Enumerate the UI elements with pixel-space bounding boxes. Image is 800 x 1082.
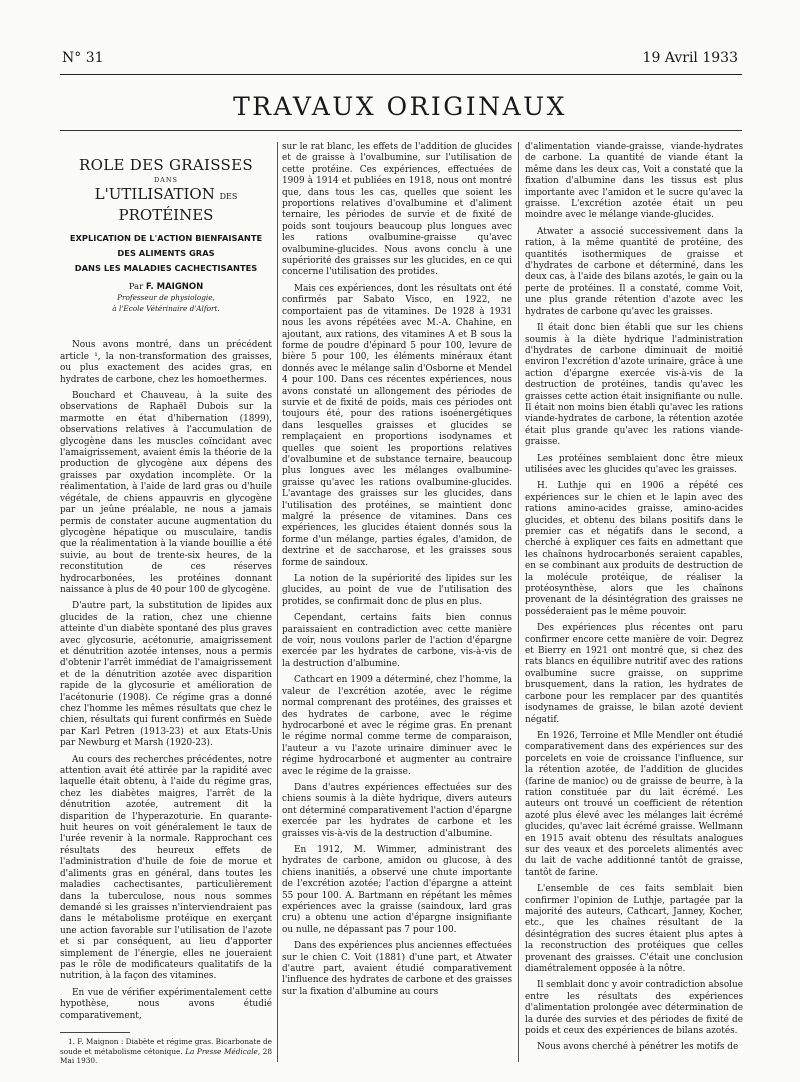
footnote-date: , 28 Mai 1930. [60, 1046, 272, 1066]
paragraph: sur le rat blanc, les effets de l'addition de glucides et de graisse à l'ovalbumine, sur l'utilisation de cette protéine. Ces expériences, effectuées de 1909 à 1914 et publiées en 1918, nous ont montré que, dans tous les cas, quelles que soient les proportions relatives d'ovalbumine et d'aliment ternaire, les périodes de survie et de fixité de poids sont toujours beaucoup plus longues avec les rations ovalbumine-graisse qu'avec ovalbumine-glucides. Nous avons conclu à une supériorité des graisses sur les glucides, en ce qui concerne l'utilisation des protides. [282, 142, 512, 278]
paragraph: Les protéines semblaient donc être mieux utilisées avec les glucides qu'avec les graisses. [525, 453, 743, 475]
byline-prefix: Par [128, 282, 146, 292]
affiliation-line: à l'Ecole Vétérinaire d'Alfort. [112, 303, 220, 313]
article-subtitle [60, 231, 272, 276]
footnote-rule [60, 1032, 130, 1033]
paragraph: Nous avons montré, dans un précédent article ¹, la non-transformation des graisses, ou plus exactement des acides gras, en hydrates de carbone, chez les homoethermes. [60, 340, 272, 385]
paragraph: Il était donc bien établi que sur les chiens soumis à la diète hydrique l'administration d'hydrates de carbone diminuait de moitié environ l'excrétion d'azote urinaire, grâce à une action d'épargne exercée vis-à-vis de la destruction de protéines, tandis qu'avec les graisses cette action était insignifiante ou nulle. Il était non moins bien établi qu'avec les rations viande-hydrates de carbone, la rétention azotée était plus grande qu'avec les rations viande-graisse. [525, 323, 743, 448]
paragraph: Il semblait donc y avoir contradiction absolue entre les résultats des expériences d'alimentation prolongée avec détermination de la durée des survies et des périodes de fixité de poids et ceux des expériences de bilans azotés. [525, 980, 743, 1037]
issue-number: N° 31 [62, 50, 104, 66]
paragraph: En 1912, M. Wimmer, administrant des hydrates de carbone, amidon ou glucose, à des chiens inanitiés, a observé une chute importante de l'excrétion azotée; l'action d'épargne a atteint 55 pour 100. A. Bartmann en répétant les mêmes expériences avec la graisse (saindoux, lard gras cru) a obtenu une action d'épargne insignifiante ou nulle, ne dépassant pas 7 pour 100. [282, 844, 512, 935]
text-column-1 [60, 142, 272, 1066]
paragraph: d'alimentation viande-graisse, viande-hydrates de carbone. La quantité de viande étant la même dans les deux cas, Voit a constaté que la fixation d'albumine dans les tissus est plus importante avec l'amidon et le sucre qu'avec la graisse. L'excrétion azotée était un peu moindre avec le mélange viande-glucides. [525, 142, 743, 221]
subtitle-line: DANS LES MALADIES CACHECTISANTES [74, 263, 258, 273]
paragraph: Cependant, certains faits bien connus paraissaient en contradiction avec cette manière de voir, nous voulons parler de l'action d'épargne exercée par les hydrates de carbone, vis-à-vis de la destruction d'albumine. [282, 613, 512, 669]
paragraph: Des expériences plus récentes ont paru confirmer encore cette manière de voir. Degrez et Bierry en 1921 ont montré que, si chez des rats blancs en équilibre nutritif avec des rations ovalbumine sucre graisse, on supprime brusquement, dans la ration, les hydrates de carbone pour les remplacer par des quantités isodynames de graisse, le bilan azoté devient négatif. [525, 623, 743, 725]
footnote-text: : Diabète et régime gras. Bicarbonate de soude et métabolisme cétonique. [60, 1036, 272, 1056]
column-divider [518, 142, 519, 1062]
text-column-3 [525, 142, 743, 1059]
section-rule [60, 130, 742, 131]
title-line-2-part: L'UTILISATION [94, 185, 220, 203]
paragraph: D'autre part, la substitution de lipides aux glucides de la ration, chez une chienne atteinte d'un diabète spontané des plus graves avec glycosurie, acétonurie, amaigrissement et dénutrition azotée intenses, nous a permis d'obtenir l'arrêt immédiat de l'amaigrissement et de la dénutrition azotée avec disparition rapide de la glycosurie et amélioration de l'acétonurie (1908). Ce régime gras a donné chez l'homme les mêmes résultats que chez le chien, résultats qui furent confirmés en Suède par Karl Petren (1913-23) et aux Etats-Unis par Newburg et Marsh (1920-23). [60, 601, 272, 749]
paragraph: La notion de la supériorité des lipides sur les glucides, au point de vue de l'utilisation des protides, se confirmait donc de plus en plus. [282, 574, 512, 607]
title-line-1: ROLE DES GRAISSES [79, 156, 253, 174]
byline [60, 282, 272, 293]
column-divider [277, 142, 278, 1062]
subtitle-line: EXPLICATION DE L'ACTION BIENFAISANTE [69, 233, 263, 243]
header-rule [60, 74, 742, 75]
paragraph: Bouchard et Chauveau, à la suite des observations de Raphaël Dubois sur la marmotte en état d'hibernation (1899), observations relatives à l'accumulation de glycogène dans les muscles coïncidant avec l'amaigrissement, avaient émis la théorie de la production de glycogène aux dépens des graisses par oxydation incomplète. Or la réalimentation, à l'aide de lard gras ou d'huile végétale, de chiens appauvris en glycogène par un jeûne préalable, ne nous a jamais permis de constater aucune augmentation du glycogène hépatique ou musculaire, tandis que la réalimentation à la viande bouillie a été suivie, au bout de trente-six heures, de la reconstitution de ces réserves hydrocarbonées, les protéines donnant naissance à plus de 40 pour 100 de glycogène. [60, 391, 272, 595]
title-line-2 [60, 185, 272, 225]
paragraph: H. Luthje qui en 1906 a répété ces expériences sur le chien et le lapin avec des rations amino-acides graisse, amino-acides glucides, et obtenu des bilans positifs dans le premier cas et négatifs dans le second, a cherché à expliquer ces faits en admettant que les chaînons hydrocarbonés seraient capables, en se combinant aux produits de destruction de la molécule protéique, de réaliser la protéosynthèse, alors que les chaînons provenant de la désintégration des graisses ne posséderaient pas le même pouvoir. [525, 481, 743, 617]
title-line-2-part: PROTÉINES [118, 206, 214, 224]
text-column-2 [282, 142, 512, 1003]
paragraph: Cathcart en 1909 a déterminé, chez l'homme, la valeur de l'excrétion azotée, avec le régime normal comprenant des protéines, des graisses et des hydrates de carbone, avec le régime hydrocarboné et avec le régime gras. En prenant le régime normal comme terme de comparaison, l'auteur a vu l'azote urinaire diminuer avec le régime hydrocarboné et augmenter au contraire avec le régime de la graisse. [282, 675, 512, 777]
paragraph: Dans des expériences plus anciennes effectuées sur le chien C. Voit (1881) d'une part, et Atwater d'autre part, avaient étudié comparativement l'influence des hydrates de carbone et des graisses sur la fixation d'albumine au cours [282, 941, 512, 997]
title-dans: DANS [153, 176, 179, 184]
paragraph: En 1926, Terroine et Mlle Mendler ont étudié comparativement dans des expériences sur des porcelets en voie de croissance l'influence, sur la rétention azotée, de l'addition de glucides (farine de manioc) ou de graisse de beurre, à la ration constituée par du lait écrémé. Les auteurs ont trouvé un coefficient de rétention azoté plus élevé avec les mélanges lait écrémé glucides, qu'avec lait écrémé graisse. Wellmann en 1915 avait obtenu des résultats analogues sur des veaux et des porcelets alimentés avec du lait de vache additionné tantôt de graisse, tantôt de farine. [525, 730, 743, 878]
paragraph: Nous avons cherché à pénétrer les motifs de [537, 1042, 739, 1053]
footnote-journal: La Presse Médicale [185, 1046, 258, 1056]
paragraph: En vue de vérifier expérimentalement cette hypothèse, nous avons étudié comparativement, [60, 987, 272, 1021]
section-title: TRAVAUX ORIGINAUX [233, 92, 567, 121]
paragraph: Au cours des recherches précédentes, notre attention avait été attirée par la rapidité avec laquelle était obtenu, à l'aide du régime gras, chez les diabètes maigres, l'arrêt de la dénutrition azotée, autrement dit la disparition de l'hyperazoturie. En quarante-huit heures on voit généralement le taux de l'urée revenir à la normale. Rapprochant ces résultats des heureux effets de l'administration d'huile de foie de morue et d'aliments gras en général, dans toutes les maladies cachectisantes, particulièrement dans la tuberculose, nous nous sommes demandé si les graisses n'interviendraient pas dans le métabolisme protéique en exerçant une action favorable sur l'utilisation de l'azote et si par conséquent, au lieu d'apporter simplement de l'énergie, elles ne joueraient pas le rôle de modificateurs qualitatifs de la nutrition, à la façon des vitamines. [60, 754, 272, 982]
paragraph: L'ensemble de ces faits semblait bien confirmer l'opinion de Luthje, partagée par la majorité des auteurs, Cathcart, Janney, Kocher, etc., que les chaînes résultant de la désintégration des sucres étaient plus aptes à la reconstruction des protéiques que celles provenant des graisses. C'était une conclusion diamétralement opposée à la nôtre. [525, 884, 743, 975]
title-line-2-small: DES [219, 192, 238, 201]
article-title [60, 156, 272, 225]
issue-date: 19 Avril 1933 [642, 50, 738, 66]
footnote-author: 1. F. Maignon [68, 1036, 119, 1046]
author-name: F. MAIGNON [145, 282, 204, 292]
footnote [60, 1037, 272, 1066]
affiliation-line: Professeur de physiologie, [117, 293, 215, 303]
paragraph: Dans d'autres expériences effectuées sur des chiens soumis à la diète hydrique, divers auteurs ont déterminé comparativement l'action d'épargne exercée par les hydrates de carbone et les graisses vis-à-vis de la destruction d'albumine. [282, 782, 512, 839]
paragraph: Mais ces expériences, dont les résultats ont été confirmés par Sabato Visco, en 1922, ne comportaient pas de vitamines. De 1928 à 1931 nous les avons répétées avec M.-A. Chahine, en ajoutant, aux rations, des vitamines A et B sous la forme de poudre d'épinard 5 pour 100, levure de bière 5 pour 100, les éléments minéraux étant donnés avec le mélange salin d'Osborne et Mendel 4 pour 100. Dans ces récentes expériences, nous avons constaté un allongement des périodes de survie et de fixité de poids, mais ces périodes ont toujours été, pour des rations isoénergétiques dans lesquelles graisses et glucides se remplaçaient en proportions isodynames et quelles que soient les proportions relatives d'ovalbumine et de substance ternaire, beaucoup plus longues avec les mélanges ovalbumine-graisse qu'avec les rations ovalbumine-glucides. L'avantage des graisses sur les glucides, dans l'utilisation des protéines, se maintient donc malgré la présence de vitamines. Dans ces expériences, les glucides étaient donnés sous la forme d'un mélange, parties égales, d'amidon, de dextrine et de saccharose, et les graisses sous forme de saindoux. [282, 283, 512, 568]
paragraph: Atwater a associé successivement dans la ration, à la même quantité de protéine, des quantités isothermiques de graisse et d'hydrates de carbone et déterminé, dans les deux cas, à l'aide des bilans azotés, le gain ou la perte de protéines. Il a constaté, comme Voit, une plus grande rétention d'azote avec les hydrates de carbone qu'avec les graisses. [525, 226, 743, 317]
subtitle-line: DES ALIMENTS GRAS [117, 248, 215, 258]
author-affiliation [60, 293, 272, 314]
